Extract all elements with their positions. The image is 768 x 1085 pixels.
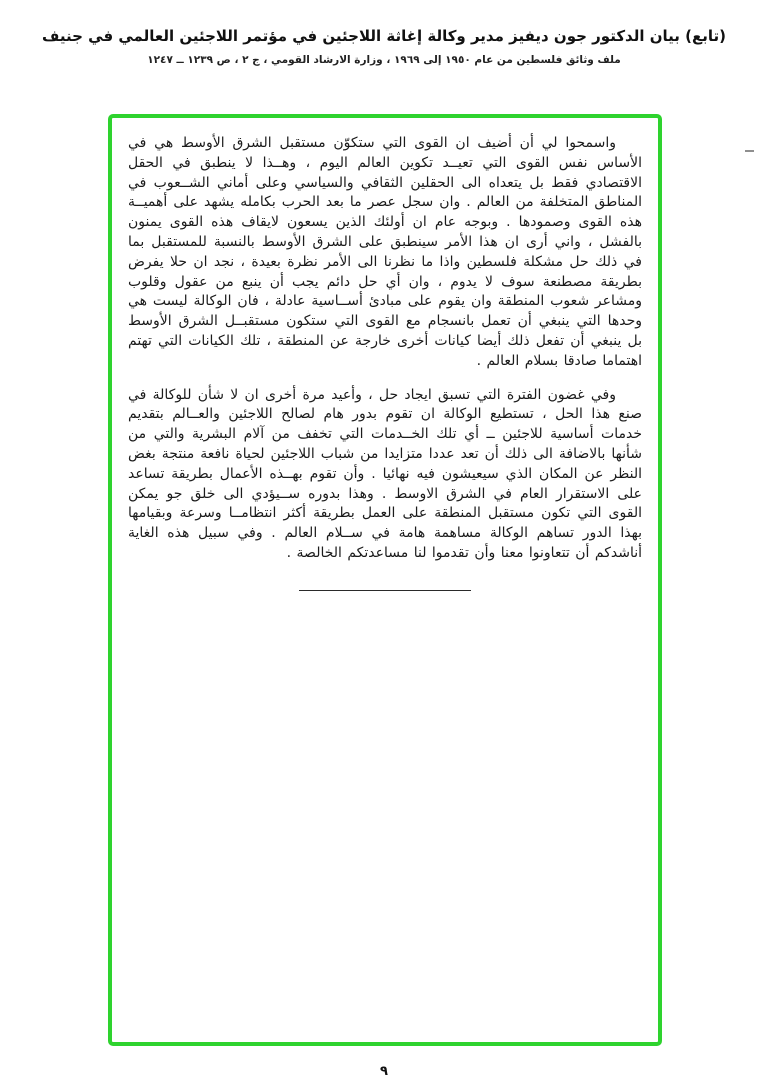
page-number: ٩ — [380, 1064, 388, 1079]
body-paragraph-1: واسمحوا لي أن أضيف ان القوى التي ستكوّن مستقبل الشرق الأوسط هي في الأساس نفس القوى التي تعيــد تكوين العالم اليوم ، وهــذا لا ينطبق في الحقل الاقتصادي فقط بل يتعداه الى الحقلين الثقافي والسياسي وعلى أماني الشــعوب في المناطق المتخلفة من العالم . وان سجل عصر ما بعد الحرب بكامله يشهد على أهميــة هذه القوى وصمودها . وبوجه عام ان أولئك الذين يسعون لايقاف هذه القوى يمنون بالفشل ، واني أرى ان هذا الأمر سينطبق على الشرق الأوسط بالنسبة للمستقبل بما في ذلك حل مشكلة فلسطين واذا ما نظرنا الى الأمر نظرة بعيدة ، نجد ان حلا يفرض بطريقة مصطنعة سوف لا يدوم ، وان أي حل دائم يجب أن ينبع من عقول وقلوب ومشاعر شعوب المنطقة وان يقوم على مبادئ أســاسية عادلة ، فان الوكالة ليست هي وحدها التي ينبغي أن تعمل بانسجام مع القوى التي ستكون مستقبــل الشرق الأوسط بل ينبغي أن تفعل ذلك أيضا كيانات أخرى خارجة عن المنطقة ، تلك الكيانات التي تهتم اهتماما صادقا بسلام العالم . — [128, 135, 642, 369]
content-frame — [108, 114, 662, 1046]
document-source-line: ملف وثائق فلسطين من عام ١٩٥٠ إلى ١٩٦٩ ، وزارة الارشاد القومي ، ج ٢ ، ص ١٢٣٩ ــ ١٢٤٧ — [147, 54, 621, 66]
document-title: (تابع) بيان الدكتور جون ديفيز مدير وكالة إغاثة اللاجئين في مؤتمر اللاجئين العالمي في جنيف — [42, 27, 726, 45]
body-paragraph-2: وفي غضون الفترة التي تسبق ايجاد حل ، وأعيد مرة أخرى ان لا شأن للوكالة في صنع هذا الحل ، تستطيع الوكالة ان تقوم بدور هام لصالح اللاجئين والعــالم بتقديم خدمات أساسية للاجئين ــ أي تلك الخــدمات التي تخفف من آلام البشرية والتي من شأنها بالاضافة الى ذلك أن تعد عددا متزايدا من شباب اللاجئين لحياة نافعة منتجة بغض النظر عن المكان الذي سيعيشون فيه نهائيا . وأن تقوم بهــذه الأعمال بطريقة تساعد على الاستقرار العام في الشرق الاوسط . وهذا بدوره ســيؤدي الى خلق جو يمكن القوى التي تكون مستقبل المنطقة على العمل بطريقة أكثر انتظامــا وسرعة وبقيامها بهذا الدور تساهم الوكالة مساهمة هامة في ســلام العالم . وفي سبيل هذه الغاية أناشدكم أن تتعاونوا معنا وأن تقدموا لنا مساعدتكم الخالصة . — [128, 386, 642, 561]
document-header — [0, 0, 768, 66]
scan-mark — [745, 150, 754, 152]
section-divider — [299, 590, 471, 591]
